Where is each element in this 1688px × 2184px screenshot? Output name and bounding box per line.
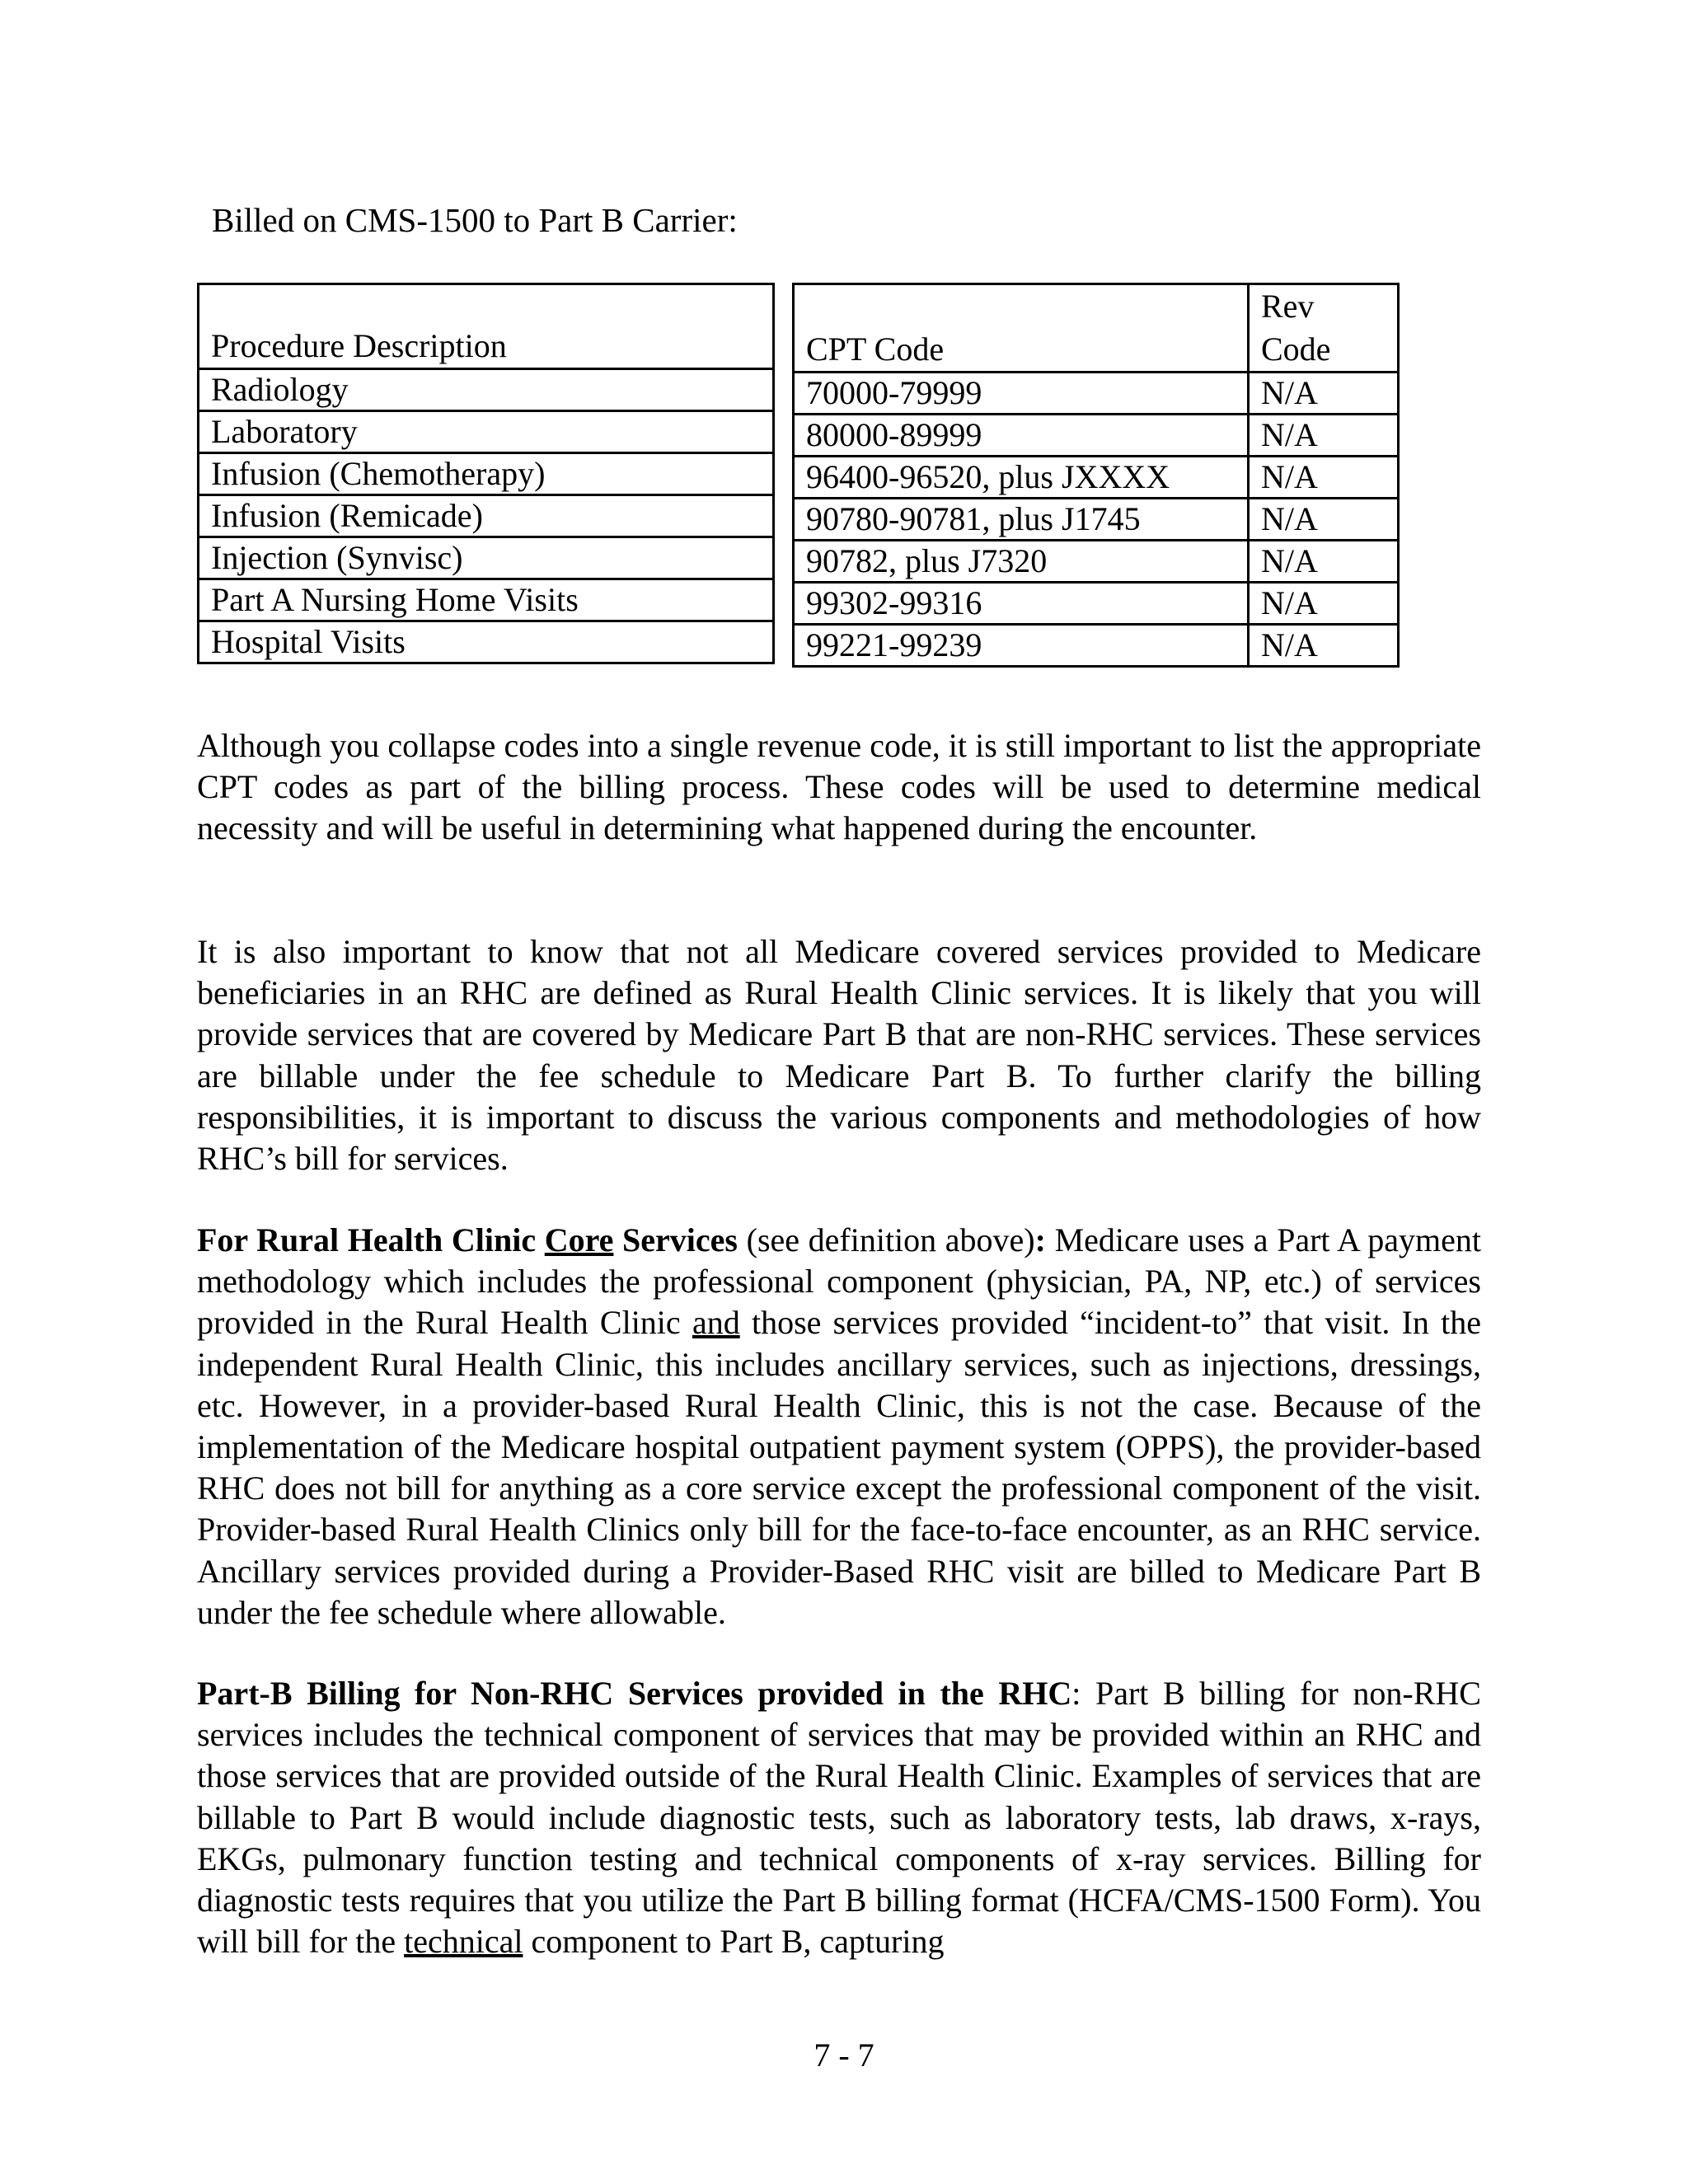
procedure-description-cell: Infusion (Chemotherapy)	[199, 453, 774, 495]
cpt-rev-code-table	[792, 283, 1400, 668]
cpt-code-cell: 80000-89999	[794, 415, 1249, 457]
core-text-a: (see definition above)	[738, 1221, 1035, 1258]
header-procedure-description: Procedure Description	[199, 284, 774, 369]
rev-code-cell: N/A	[1249, 457, 1399, 499]
cpt-code-cell: 90782, plus J7320	[794, 541, 1249, 583]
procedure-description-cell: Laboratory	[199, 411, 774, 453]
technical-underlined: technical	[404, 1923, 523, 1961]
cpt-code-cell: 70000-79999	[794, 373, 1249, 415]
rev-code-cell: N/A	[1249, 415, 1399, 457]
core-services-heading-b: Services	[613, 1221, 738, 1258]
cpt-code-cell: 96400-96520, plus JXXXX	[794, 457, 1249, 499]
header-cpt-code: CPT Code	[794, 284, 1249, 373]
core-text-c: those services provided “incident-to” that visit. In the independent Rural Health Clinic, this includes ancillary services, such as injections, dressings, etc. However, in a provider-based Rural Health Clinic, this is not the case. Because of the implementation of the Medicare hospital outpatient payment system (OPPS), the provider-based RHC does not bill for anything as a core service except the professional component of the visit. Provider-based Rural Health Clinics only bill for the face-to-face encounter, as an RHC service. Ancillary services provided during a Provider-Based RHC visit are billed to Medicare Part B under the fee schedule where allowable.	[197, 1304, 1482, 1631]
rev-code-cell: N/A	[1249, 583, 1399, 625]
section-heading: Billed on CMS-1500 to Part B Carrier:	[212, 201, 738, 239]
core-colon: :	[1034, 1221, 1046, 1258]
cpt-code-cell: 99302-99316	[794, 583, 1249, 625]
part-b-heading: Part-B Billing for Non-RHC Services provided in the RHC	[197, 1675, 1072, 1712]
procedure-description-cell: Radiology	[199, 369, 774, 411]
cpt-code-cell: 90780-90781, plus J1745	[794, 499, 1249, 541]
procedure-description-cell: Part A Nursing Home Visits	[199, 579, 774, 621]
core-text-b: Medicare uses a Part A payment methodology which includes the professional component (physician, PA, NP, etc.) of services provided in the Rural Health Clinic	[197, 1221, 1481, 1342]
header-rev-line1: Rev	[1261, 288, 1315, 325]
procedure-description-cell: Hospital Visits	[199, 621, 774, 663]
part-b-text-a: : Part B billing for non-RHC services includes the technical component of services that may be provided within an RHC and those services that are provided outside of the Rural Health Clinic. Examples of services that are billable to Part B would include diagnostic tests, such as laboratory tests, lab draws, x-rays, EKGs, pulmonary function testing and technical components of x-ray services. Billing for diagnostic tests requires that you utilize the Part B billing format (HCFA/CMS-1500 Form). You will bill for the	[197, 1675, 1481, 1961]
paragraph-cpt-codes: Although you collapse codes into a single revenue code, it is still important to list the appropriate CPT codes as part of the billing process. These codes will be used to determine medical necessity and will be useful in determining what happened during the encounter.	[197, 727, 1481, 847]
part-b-text-b: component to Part B, capturing	[523, 1923, 945, 1961]
paragraph-core-services	[197, 1220, 1481, 1633]
core-services-heading-a: For Rural Health Clinic	[197, 1221, 545, 1258]
rev-code-cell: N/A	[1249, 625, 1399, 667]
procedure-description-cell: Injection (Synvisc)	[199, 537, 774, 579]
procedure-description-cell: Infusion (Remicade)	[199, 495, 774, 537]
rev-code-cell: N/A	[1249, 499, 1399, 541]
rev-code-cell: N/A	[1249, 373, 1399, 415]
core-underlined: Core	[544, 1221, 614, 1258]
cpt-code-cell: 99221-99239	[794, 625, 1249, 667]
and-underlined: and	[692, 1304, 740, 1342]
paragraph-part-b-billing	[197, 1673, 1481, 1962]
procedure-description-table	[197, 283, 775, 664]
header-rev-line2: Code	[1261, 330, 1331, 368]
header-rev-code	[1249, 284, 1399, 373]
rev-code-cell: N/A	[1249, 541, 1399, 583]
page-number: 7 - 7	[814, 2036, 874, 2074]
paragraph-non-rhc-services: It is also important to know that not all Medicare covered services provided to Medicare beneficiaries in an RHC are defined as Rural Health Clinic services. It is likely that you will provide services that are covered by Medicare Part B that are non-RHC services. These services are billable under the fee schedule to Medicare Part B. To further clarify the billing responsibilities, it is important to discuss the various components and methodologies of how RHC’s bill for services.	[197, 933, 1481, 1178]
